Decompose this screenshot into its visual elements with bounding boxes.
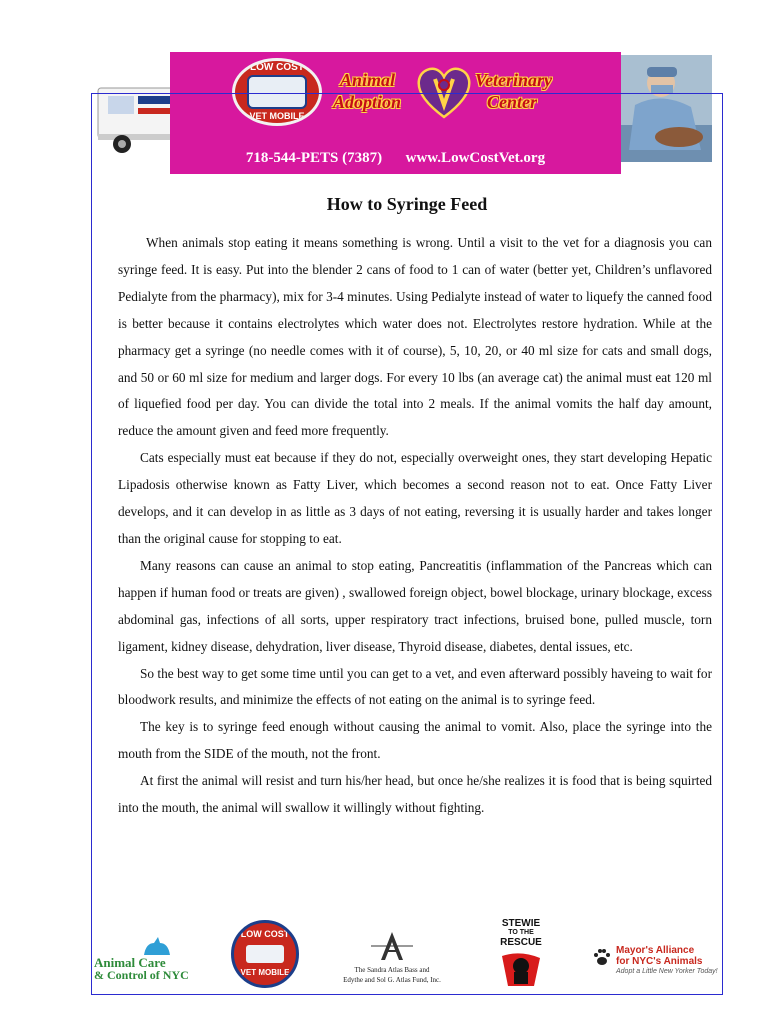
atlas-emblem-icon	[367, 930, 417, 962]
acc-line1: Animal Care	[94, 955, 166, 970]
dog-cat-icon	[140, 935, 174, 957]
round-logo-top: LOW COST	[240, 929, 290, 939]
atlas-fund-logo	[327, 930, 457, 990]
paragraph-reasons: Many reasons can cause an animal to stop eating, Pancreatitis (inflammation of the Pancreas which can happen if human food or treats are given) , swallowed foreign object, bowel blockage, urinary blockage, excess abdominal gas, infections of all sorts, upper respiratory tract infections, bruised bone, pulled muscle, torn ligament, kidney disease, dehydration, liver disease, Thyroid disease, diabetes, dental issues, etc.	[118, 557, 712, 654]
mayors-alliance-logo	[586, 943, 716, 983]
low-cost-vet-mobile-round-logo	[231, 920, 299, 988]
atlas-line2: Edythe and Sol G. Atlas Fund, Inc.	[343, 976, 441, 984]
stewie-line1: STEWIE	[501, 918, 541, 929]
brand-word-animal: Animal	[340, 70, 396, 90]
phone-number[interactable]: 718-544-PETS (7387)	[245, 150, 383, 166]
logo-bottom-text: VET MOBILE	[249, 111, 305, 121]
paragraph-key: The key is to syringe feed enough without causing the animal to vomit. Also, place the syringe into the mouth from the SIDE of the mouth, not the front.	[118, 719, 712, 762]
stewie-line3: RESCUE	[500, 937, 542, 948]
article-title: How to Syringe Feed	[326, 194, 488, 214]
mayors-tagline: Adopt a Little New Yorker Today!	[616, 968, 718, 975]
acc-line2: & Control of NYC	[94, 968, 189, 982]
brand-word-veterinary: Veterinary	[475, 70, 553, 90]
dog-cape-icon	[500, 950, 542, 988]
atlas-line1: The Sandra Atlas Bass and	[354, 966, 430, 974]
logo-top-text: LOW COST	[250, 62, 304, 73]
mayors-line2: for NYC's Animals	[616, 956, 703, 967]
stewie-to-the-rescue-logo	[496, 918, 546, 990]
paragraph-intro: When animals stop eating it means something is wrong. Until a visit to the vet for a diagnosis you can syringe feed. It is easy. Put into the blender 2 cans of food to 1 can of water (better yet, Children’s unflavored Pedialyte from the pharmacy), mix for 3-4 minutes. Using Pedialyte instead of water to liquefy the canned food is better because it contains electrolytes which water does not. Electrolytes restore hydration. While at the pharmacy get a syringe (no needle comes with it of course), 5, 10, 20, or 40 ml size for cats and small dogs, and 50 or 60 ml size for medium and larger dogs. For every 10 lbs (an average cat) the animal must eat 120 ml of liquefied food per day. You can divide the total into 2 meals. If the animal vomits the half day amount, reduce the amount given and feed more frequently.	[118, 235, 712, 439]
brand-word-adoption: Adoption	[333, 92, 402, 112]
paw-print-icon	[592, 947, 612, 967]
website-link[interactable]: www.LowCostVet.org	[405, 150, 546, 166]
paragraph-at-first: At first the animal will resist and turn his/her head, but once he/she realizes it is food that is being squirted into the mouth, the animal will swallow it willingly without fighting.	[118, 773, 712, 816]
stewie-line2: TO THE	[508, 929, 534, 936]
paragraph-best-way: So the best way to get some time until you can get to a vet, and even afterward possibly haveing to wait for bloodwork results, and minimize the effects of not eating on the animal is to syringe feed.	[118, 665, 712, 708]
article-body	[118, 230, 712, 822]
sponsor-logos	[91, 915, 723, 990]
mayors-line1: Mayor's Alliance	[616, 945, 695, 956]
paragraph-fatty-liver: Cats especially must eat because if they do not, especially overweight ones, they start developing Hepatic Lipadosis otherwise known as Fatty Liver, which becomes a second reason not to eat. Once Fatty Liver develops, and it can develop in as little as 3 days of not eating, reversing it is usually harder and takes longer than the original cause for stopping to eat.	[118, 450, 712, 546]
round-logo-bottom: VET MOBILE	[240, 968, 290, 977]
brand-word-center: Center	[487, 92, 538, 112]
round-logo-van-icon	[246, 945, 284, 963]
